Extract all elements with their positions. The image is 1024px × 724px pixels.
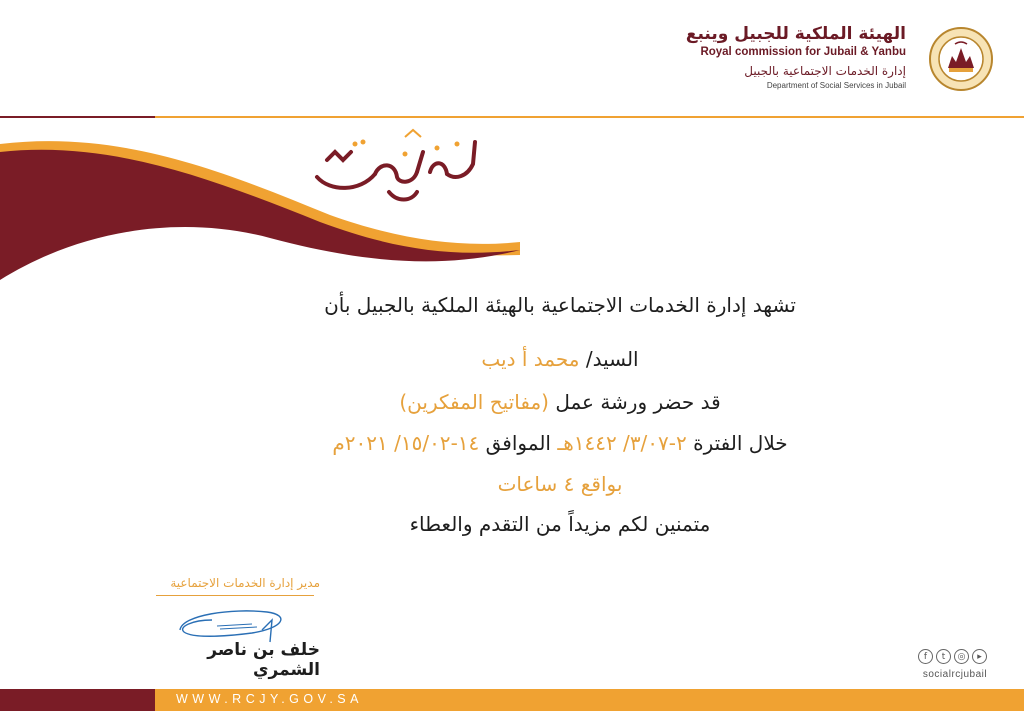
website-link[interactable]: WWW.RCJY.GOV.SA	[176, 692, 363, 706]
period-prefix: خلال الفترة	[686, 431, 788, 455]
recipient-line	[200, 347, 920, 371]
workshop-prefix: قد حضر ورشة عمل	[548, 390, 721, 414]
social-handle: socialrcjubail	[922, 669, 988, 680]
gregorian-date: ١٤-١٥/٠٢/ ٢٠٢١م	[332, 431, 480, 455]
period-line	[200, 431, 920, 455]
twitter-icon[interactable]: t	[936, 649, 951, 664]
closing-line: متمنين لكم مزيداً من التقدم والعطاء	[409, 512, 711, 536]
header-rule-orange	[155, 116, 1024, 118]
social-icons	[918, 649, 987, 664]
instagram-icon[interactable]: ◎	[954, 649, 969, 664]
signatory-title: مدير إدارة الخدمات الاجتماعية	[170, 576, 320, 590]
dept-name-en: Department of Social Services in Jubail	[766, 81, 906, 90]
signatory-name: خلف بن ناصر الشمري	[207, 640, 320, 680]
hours-line: بواقع ٤ ساعات	[497, 472, 623, 496]
workshop-line	[200, 390, 920, 414]
workshop-name: (مفاتيح المفكرين)	[399, 390, 549, 414]
org-name-en: Royal commission for Jubail & Yanbu	[700, 46, 906, 58]
rcjy-emblem-logo	[928, 26, 994, 92]
honorific-label: السيد/	[579, 347, 639, 371]
org-header	[606, 24, 906, 92]
header-rule-maroon	[0, 116, 155, 118]
handwritten-signature	[172, 600, 302, 645]
org-name-ar: الهيئة الملكية للجبيل وينبع	[685, 24, 906, 44]
hijri-date: ٢-٣/٠٧/ ١٤٤٢هـ	[557, 431, 687, 455]
youtube-icon[interactable]: ▸	[972, 649, 987, 664]
signature-rule	[156, 595, 314, 596]
dept-name-ar: إدارة الخدمات الاجتماعية بالجبيل	[744, 64, 906, 78]
thanks-calligraphy	[305, 122, 485, 212]
recipient-name: محمد أ ديب	[481, 347, 580, 371]
attestation-line: تشهد إدارة الخدمات الاجتماعية بالهيئة الملكية بالجبيل بأن	[324, 293, 796, 317]
footer-bar-maroon	[0, 689, 155, 711]
facebook-icon[interactable]: f	[918, 649, 933, 664]
corresponding-label: الموافق	[479, 431, 558, 455]
